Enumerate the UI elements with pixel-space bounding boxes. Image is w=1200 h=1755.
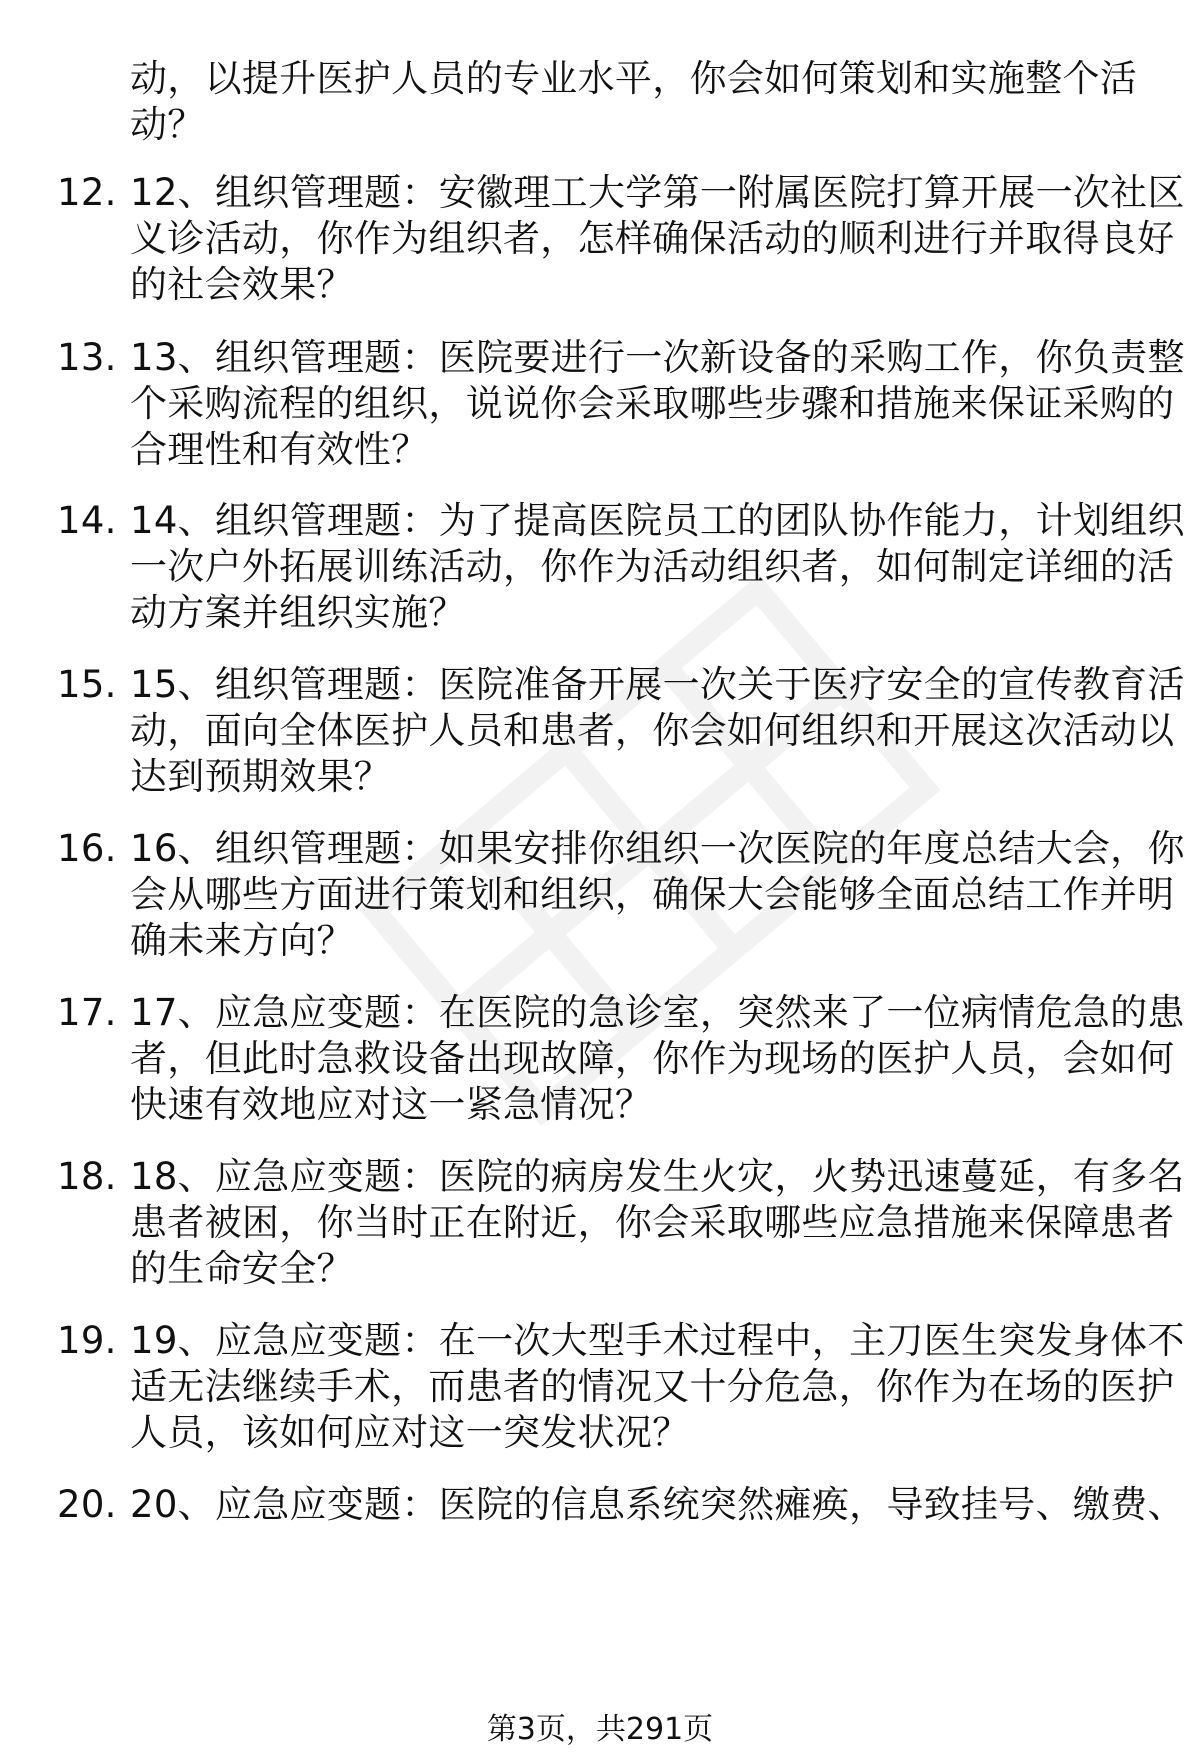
question-line: 者，但此时急救设备出现故障，你作为现场的医护人员，会如何 <box>130 1037 1175 1080</box>
question-number: 18. <box>57 1155 117 1198</box>
question-number: 15. <box>57 663 117 706</box>
question-line: 18、应急应变题：医院的病房发生火灾，火势迅速蔓延，有多名 <box>130 1155 1185 1198</box>
question-line: 一次户外拓展训练活动，你作为活动组织者，如何制定详细的活 <box>130 545 1175 588</box>
question-line: 确未来方向？ <box>130 919 354 962</box>
question-line: 的生命安全？ <box>130 1247 354 1290</box>
question-line: 动，面向全体医护人员和患者，你会如何组织和开展这次活动以 <box>130 709 1175 752</box>
question-number: 12. <box>57 171 117 214</box>
question-line: 患者被困，你当时正在附近，你会采取哪些应急措施来保障患者 <box>130 1201 1175 1244</box>
question-line: 13、组织管理题：医院要进行一次新设备的采购工作，你负责整 <box>130 336 1185 379</box>
question-line: 合理性和有效性？ <box>130 428 429 471</box>
question-line: 人员，该如何应对这一突发状况？ <box>130 1411 690 1454</box>
question-number: 19. <box>57 1319 117 1362</box>
question-number: 13. <box>57 336 117 379</box>
question-line: 义诊活动，你作为组织者，怎样确保活动的顺利进行并取得良好 <box>130 217 1175 260</box>
question-line: 16、组织管理题：如果安排你组织一次医院的年度总结大会，你 <box>130 827 1185 870</box>
question-number: 20. <box>57 1483 117 1526</box>
question-number: 16. <box>57 827 117 870</box>
page-footer: 第3页，共291页 <box>486 1712 714 1747</box>
continuation-line-1: 动，以提升医护人员的专业水平，你会如何策划和实施整个活 <box>130 57 1138 100</box>
question-line: 14、组织管理题：为了提高医院员工的团队协作能力，计划组织 <box>130 499 1185 542</box>
continuation-line-2: 动？ <box>130 103 205 146</box>
question-line: 适无法继续手术，而患者的情况又十分危急，你作为在场的医护 <box>130 1365 1175 1408</box>
question-number: 17. <box>57 991 117 1034</box>
question-line: 动方案并组织实施？ <box>130 591 466 634</box>
question-line: 会从哪些方面进行策划和组织，确保大会能够全面总结工作并明 <box>130 873 1175 916</box>
question-line: 15、组织管理题：医院准备开展一次关于医疗安全的宣传教育活 <box>130 663 1185 706</box>
question-line: 17、应急应变题：在医院的急诊室，突然来了一位病情危急的患 <box>130 991 1185 1034</box>
question-line: 19、应急应变题：在一次大型手术过程中，主刀医生突发身体不 <box>130 1319 1185 1362</box>
question-line: 12、组织管理题：安徽理工大学第一附属医院打算开展一次社区 <box>130 171 1185 214</box>
question-number: 14. <box>57 499 117 542</box>
question-line: 达到预期效果？ <box>130 755 392 798</box>
question-line: 20、应急应变题：医院的信息系统突然瘫痪，导致挂号、缴费、 <box>130 1483 1185 1526</box>
question-line: 的社会效果？ <box>130 263 354 306</box>
question-line: 个采购流程的组织，说说你会采取哪些步骤和措施来保证采购的 <box>130 382 1175 425</box>
question-line: 快速有效地应对这一紧急情况？ <box>130 1083 653 1126</box>
